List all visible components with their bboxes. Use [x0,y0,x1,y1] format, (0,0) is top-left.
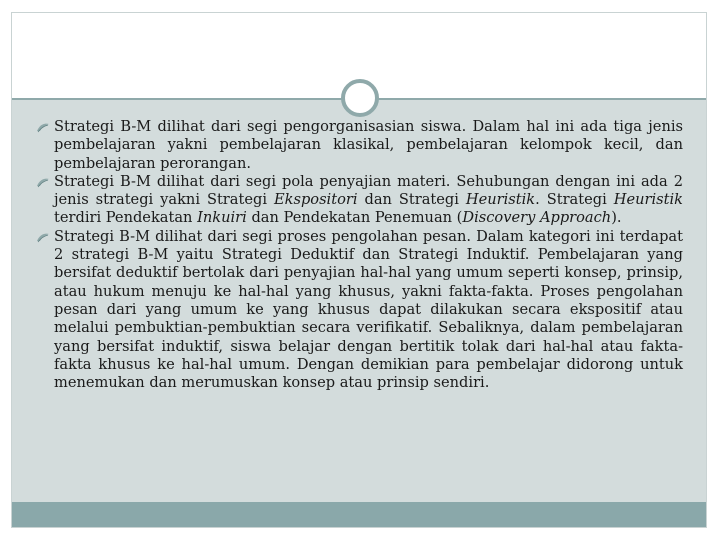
bullet-text-part: Strategi B-M dilihat dari segi pola penyajian materi. Sehubungan dengan ini ada 2 jenis strategi yakni Strategi [54,172,683,209]
feather-swoosh-icon [36,177,50,188]
italic-term: Inkuiri [197,209,247,227]
bullet-text: Strategi B-M dilihat dari segi proses pengolahan pesan. Dalam kategori ini terdapat 2 strategi B-M yaitu Strategi Deduktif dan Strategi Induktif. Pembelajaran yang bersifat deduktif bertolak dari penyajian hal-hal yang umum seperti konsep, prinsip, atau hukum menuju ke hal-hal yang khusus, yakni fakta-fakta. Proses pengolahan pesan dari yang umum ke yang khusus dapat dilakukan secara ekspositif atau melalui pembuktian-pembuktian secara verifikatif. Sebaliknya, dalam pembelajaran yang bersifat induktif, siswa belajar dengan bertitik tolak dari hal-hal atau fakta-fakta khusus ke hal-hal umum. Dengan demikian para pembelajar didorong untuk menemukan dan merumuskan konsep atau prinsip sendiri. [54,227,683,392]
bullet-text: Strategi B-M dilihat dari segi pengorganisasian siswa. Dalam hal ini ada tiga jenis pembelajaran yakni pembelajaran klasikal, pembelajaran kelompok kecil, dan pembelajaran perorangan. [54,118,683,172]
bullet-text-part: . Strategi [535,191,614,209]
bullet-list [36,118,683,392]
italic-term: Discovery Approach [462,209,612,227]
bullet-text-part: dan Pendekatan Penemuan ( [246,209,463,227]
feather-swoosh-icon [36,232,50,243]
bullet-item [36,118,683,173]
bullet-text-part: terdiri Pendekatan [54,209,198,227]
italic-term: Heuristik [465,191,536,209]
bullet-text-part: dan Strategi [357,191,466,209]
italic-term: Heuristik [613,191,683,209]
feather-swoosh-icon [36,122,50,133]
ring-ornament [341,79,379,117]
bullet-item [36,228,683,393]
italic-term: Ekspositori [273,191,358,209]
bullet-text-part: ). [611,209,622,227]
bullet-item [36,173,683,228]
slide-bottom-band [12,502,706,527]
